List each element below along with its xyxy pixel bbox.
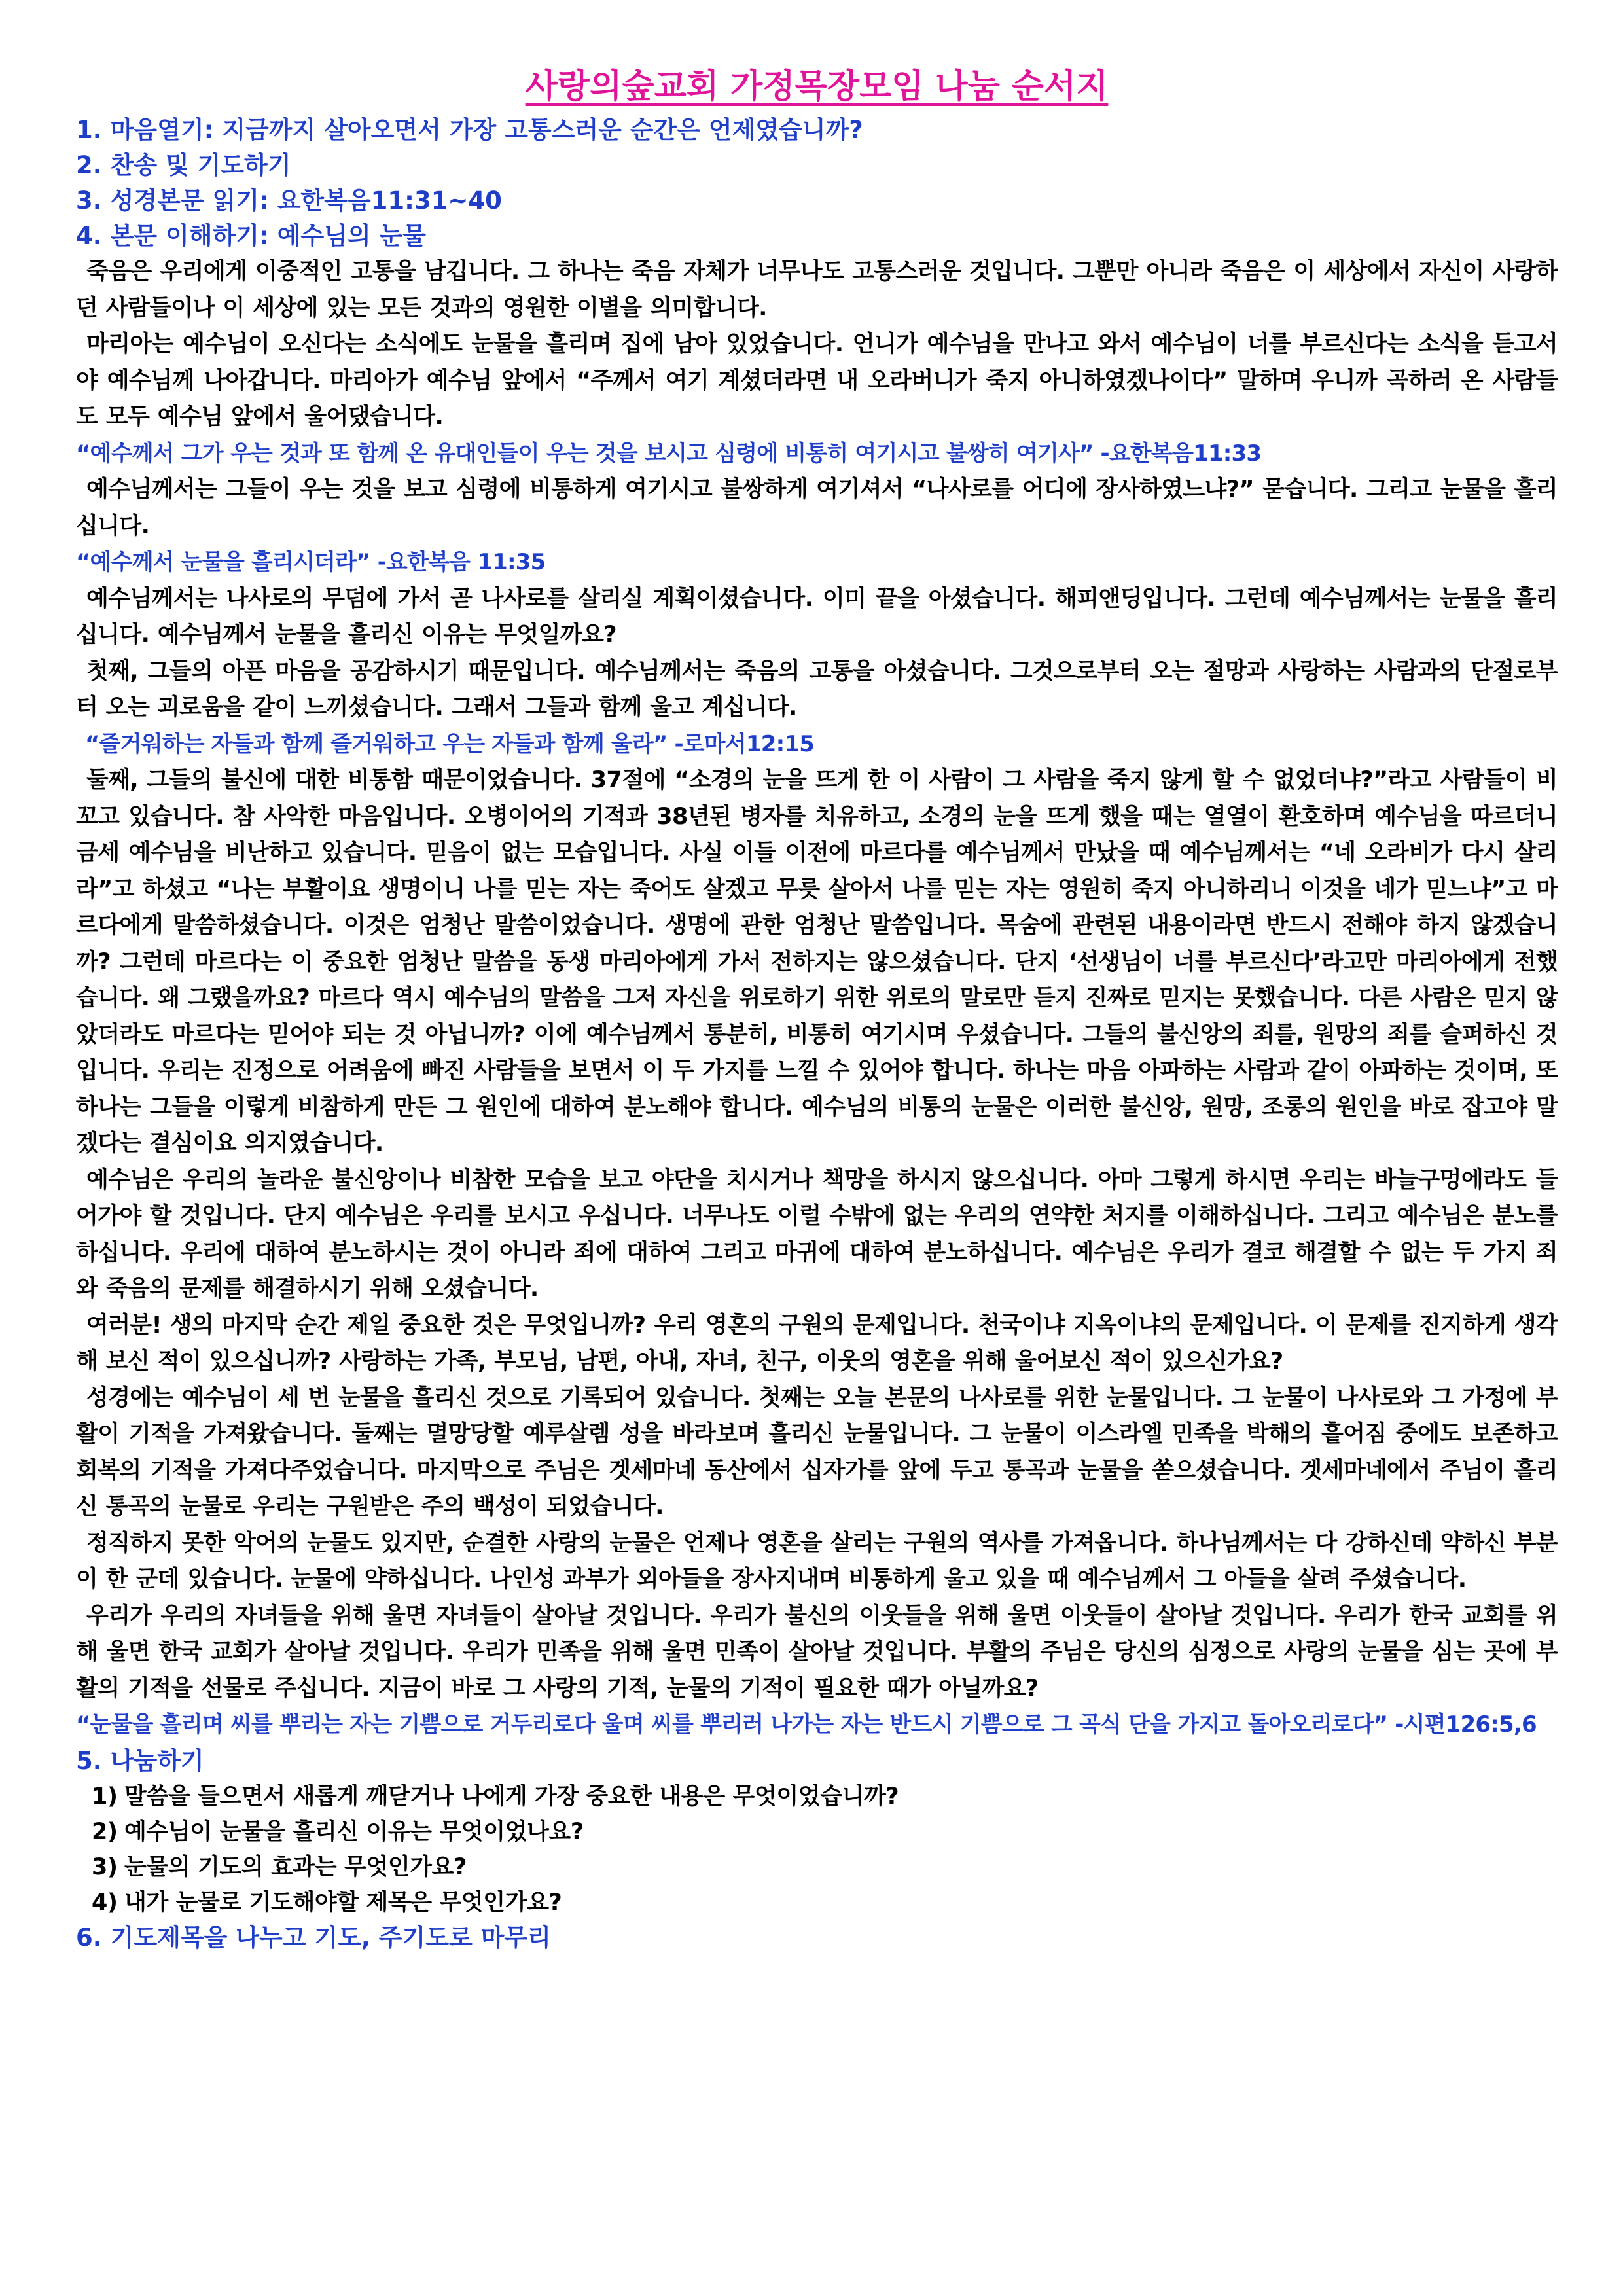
step-1-heading: 1. 마음열기: 지금까지 살아오면서 가장 고통스러운 순간은 언제였습니까? — [76, 116, 863, 144]
list-item — [92, 1885, 1558, 1920]
scripture-quote: “예수께서 그가 우는 것과 또 함께 온 유대인들이 우는 것을 보시고 심령에 비통히 여기시고 불쌍히 여기사” -요한복음11:33 — [76, 440, 1262, 467]
step-6-heading: 6. 기도제목을 나누고 기도, 주기도로 마무리 — [76, 1923, 551, 1952]
list-number: 2) — [92, 1818, 118, 1845]
list-item — [92, 1814, 1558, 1850]
question-text: 내가 눈물로 기도해야할 제목은 무엇인가요? — [124, 1889, 562, 1916]
body-paragraph: 여러분! 생의 마지막 순간 제일 중요한 것은 무엇입니까? 우리 영혼의 구원의 문제입니다. 천국이냐 지옥이냐의 문제입니다. 이 문제를 진지하게 생각해 보신 적이 있으십니까? 사랑하는 가족, 부모님, 남편, 아내, 자녀, 친구, 이웃의 영혼을 위해 울어보신 적이 있으신가요? — [76, 1312, 1558, 1374]
body-paragraph: 마리아는 예수님이 오신다는 소식에도 눈물을 흘리며 집에 남아 있었습니다. 언니가 예수님을 만나고 와서 예수님이 너를 부르신다는 소식을 듣고서야 예수님께 나아갑니다. 마리아가 예수님 앞에서 “주께서 여기 계셨더라면 내 오라버니가 죽지 아니하였겠나이다” 말하며 우니까 곡하러 온 사람들도 모두 예수님 앞에서 울어댔습니다. — [76, 331, 1558, 430]
scripture-quote: “예수께서 눈물을 흘리시더라” -요한복음 11:35 — [76, 549, 546, 575]
body-paragraph: 둘째, 그들의 불신에 대한 비통함 때문이었습니다. 37절에 “소경의 눈을 뜨게 한 이 사람이 그 사람을 죽지 않게 할 수 없었더냐?”라고 사람들이 비꼬고 있습니다. 참 사악한 마음입니다. 오병이어의 기적과 38년된 병자를 치유하고, 소경의 눈을 뜨게 했을 때는 열열이 환호하며 예수님을 따르더니 금세 예수님을 비난하고 있습니다. 믿음이 없는 모습입니다. 사실 이들 이전에 마르다를 예수님께서 만났을 때 예수님께서는 “네 오라비가 다시 살리라”고 하셨고 “나는 부활이요 생명이니 나를 믿는 자는 죽어도 살겠고 무릇 살아서 나를 믿는 자는 영원히 죽지 아니하리니 이것을 네가 믿느냐”고 마르다에게 말씀하셨습니다. 이것은 엄청난 말씀이었습니다. 생명에 관한 엄청난 말씀입니다. 목숨에 관련된 내용이라면 반드시 전해야 하지 않겠습니까? 그런데 마르다는 이 중요한 엄청난 말씀을 동생 마리아에게 가서 전하지는 않으셨습니다. 단지 ‘선생님이 너를 부르신다’라고만 마리아에게 전했습니다. 왜 그랬을까요? 마르다 역시 예수님의 말씀을 그저 자신을 위로하기 위한 위로의 말로만 듣지 진짜로 믿지는 못했습니다. 다른 사람은 믿지 않았더라도 마르다는 믿어야 되는 것 아닙니까? 이에 예수님께서 통분히, 비통히 여기시며 우셨습니다. 그들의 불신앙의 죄를, 원망의 죄를 슬퍼하신 것입니다. 우리는 진정으로 어려움에 빠진 사람들을 보면서 이 두 가지를 느낄 수 있어야 합니다. 하나는 마음 아파하는 사람과 같이 아파하는 것이며, 또 하나는 그들을 이렇게 비참하게 만든 그 원인에 대하여 분노해야 합니다. 예수님의 비통의 눈물은 이러한 불신앙, 원망, 조롱의 원인을 바로 잡고야 말겠다는 결심이요 의지였습니다. — [76, 767, 1558, 1157]
body-paragraph: 예수님께서는 나사로의 무덤에 가서 곧 나사로를 살리실 계획이셨습니다. 이미 끝을 아셨습니다. 해피앤딩입니다. 그런데 예수님께서는 눈물을 흘리십니다. 예수님께서 눈물을 흘리신 이유는 무엇일까요? — [76, 585, 1558, 648]
step-5-heading: 5. 나눔하기 — [76, 1746, 204, 1775]
page-title: 사랑의숲교회 가정목장모임 나눔 순서지 — [525, 67, 1109, 106]
body-paragraph: 우리가 우리의 자녀들을 위해 울면 자녀들이 살아날 것입니다. 우리가 불신의 이웃들을 위해 울면 이웃들이 살아날 것입니다. 우리가 한국 교회를 위해 울면 한국 교회가 살아날 것입니다. 우리가 민족을 위해 울면 민족이 살아날 것입니다. 부활의 주님은 당신의 심정으로 사랑의 눈물을 심는 곳에 부활의 기적을 선물로 주십니다. 지금이 바로 그 사랑의 기적, 눈물의 기적이 필요한 때가 아닐까요? — [76, 1602, 1558, 1702]
scripture-quote: “즐거워하는 자들과 함께 즐거워하고 우는 자들과 함께 울라” -로마서12:15 — [85, 730, 815, 757]
list-number: 3) — [92, 1854, 118, 1880]
list-number: 1) — [92, 1783, 118, 1810]
body-paragraph: 정직하지 못한 악어의 눈물도 있지만, 순결한 사랑의 눈물은 언제나 영혼을 살리는 구원의 역사를 가져옵니다. 하나님께서는 다 강하신데 약하신 부분이 한 군데 있습니다. 눈물에 약하십니다. 나인성 과부가 외아들을 장사지내며 비통하게 울고 있을 때 예수님께서 그 아들을 살려 주셨습니다. — [76, 1530, 1558, 1592]
question-text: 말씀을 들으면서 새롭게 깨닫거나 나에게 가장 중요한 내용은 무엇이었습니까? — [124, 1783, 899, 1810]
list-item — [92, 1850, 1558, 1885]
step-3-heading: 3. 성경본문 읽기: 요한복음11:31~40 — [76, 187, 502, 215]
step-4-heading: 4. 본문 이해하기: 예수님의 눈물 — [76, 222, 427, 250]
body-paragraph: 성경에는 예수님이 세 번 눈물을 흘리신 것으로 기록되어 있습니다. 첫째는 오늘 본문의 나사로를 위한 눈물입니다. 그 눈물이 나사로와 그 가정에 부활이 기적을 가져왔습니다. 둘째는 멸망당할 예루살렘 성을 바라보며 흘리신 눈물입니다. 그 눈물이 이스라엘 민족을 박해의 흩어짐 중에도 보존하고 회복의 기적을 가져다주었습니다. 마지막으로 주님은 겟세마네 동산에서 십자가를 앞에 두고 통곡과 눈물을 쏟으셨습니다. 겟세마네에서 주님이 흘리신 통곡의 눈물로 우리는 구원받은 주의 백성이 되었습니다. — [76, 1384, 1558, 1520]
body-paragraph: 예수님께서는 그들이 우는 것을 보고 심령에 비통하게 여기시고 불쌍하게 여기셔서 “나사로를 어디에 장사하였느냐?” 묻습니다. 그리고 눈물을 흘리십니다. — [76, 476, 1558, 539]
body-paragraph: 죽음은 우리에게 이중적인 고통을 남깁니다. 그 하나는 죽음 자체가 너무나도 고통스러운 것입니다. 그뿐만 아니라 죽음은 이 세상에서 자신이 사랑하던 사람들이나 이 세상에 있는 모든 것과의 영원한 이별을 의미합니다. — [76, 259, 1558, 321]
list-number: 4) — [92, 1889, 118, 1916]
body-paragraph: 첫째, 그들의 아픈 마음을 공감하시기 때문입니다. 예수님께서는 죽음의 고통을 아셨습니다. 그것으로부터 오는 절망과 사랑하는 사람과의 단절로부터 오는 괴로움을 같이 느끼셨습니다. 그래서 그들과 함께 울고 계십니다. — [76, 658, 1558, 721]
question-text: 예수님이 눈물을 흘리신 이유는 무엇이었나요? — [124, 1818, 584, 1845]
step-2-heading: 2. 찬송 및 기도하기 — [76, 151, 291, 179]
question-text: 눈물의 기도의 효과는 무엇인가요? — [124, 1854, 467, 1880]
body-paragraph: 예수님은 우리의 놀라운 불신앙이나 비참한 모습을 보고 야단을 치시거나 책망을 하시지 않으십니다. 아마 그렇게 하시면 우리는 바늘구멍에라도 들어가야 할 것입니다. 단지 예수님은 우리를 보시고 우십니다. 너무나도 이럴 수밖에 없는 우리의 연약한 처지를 이해하십니다. 그리고 예수님은 분노를 하십니다. 우리에 대하여 분노하시는 것이 아니라 죄에 대하여 그리고 마귀에 대하여 분노하십니다. 예수님은 우리가 결코 해결할 수 없는 두 가지 죄와 죽음의 문제를 해결하시기 위해 오셨습니다. — [76, 1166, 1558, 1302]
list-item — [92, 1779, 1558, 1814]
sharing-questions — [76, 1779, 1558, 1920]
scripture-quote: “눈물을 흘리며 씨를 뿌리는 자는 기쁨으로 거두리로다 울며 씨를 뿌리러 나가는 자는 반드시 기쁨으로 그 곡식 단을 가지고 돌아오리로다” -시편126:5,6 — [76, 1712, 1537, 1738]
